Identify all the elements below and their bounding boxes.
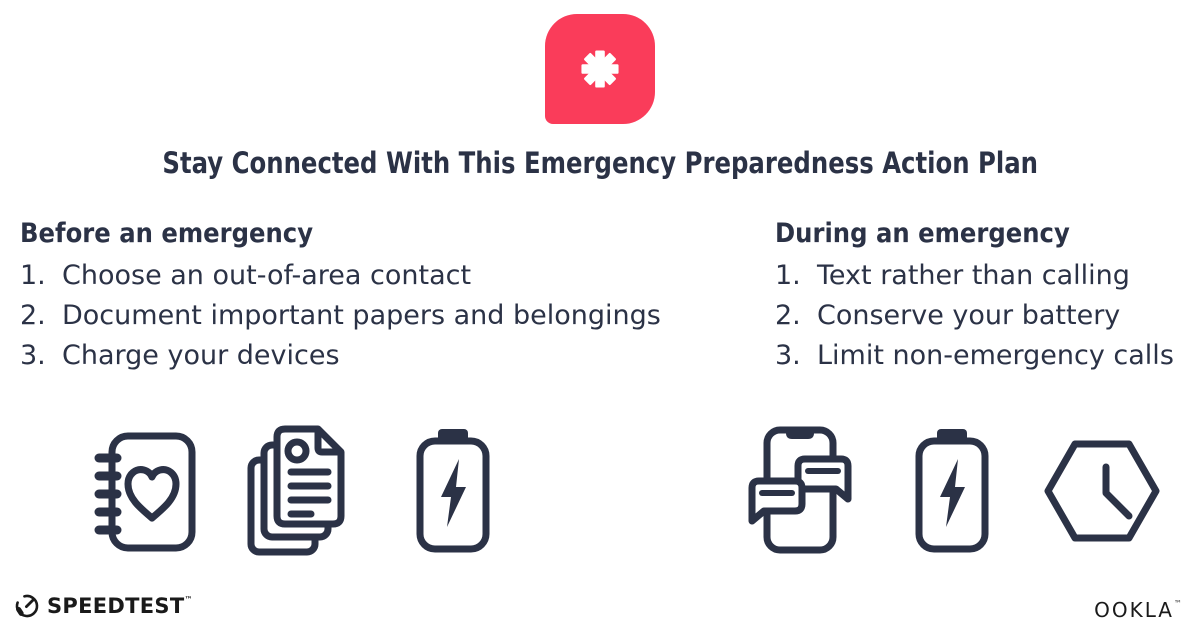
speedtest-gauge-icon: [14, 593, 40, 619]
trademark-symbol: ™: [1174, 599, 1184, 608]
item-number: 3.: [775, 340, 801, 371]
item-number: 1.: [775, 260, 801, 291]
before-heading: Before an emergency: [20, 218, 314, 249]
list-item: [775, 336, 1195, 376]
contact-notebook-heart-icon: [90, 430, 198, 554]
item-text: Limit non-emergency calls: [817, 340, 1174, 371]
item-text: Conserve your battery: [817, 300, 1121, 331]
medical-asterisk-icon: [568, 37, 632, 101]
item-text: Choose an out-of-area contact: [62, 260, 472, 291]
item-number: 1.: [20, 260, 46, 291]
speedtest-wordmark: SPEEDTEST™: [47, 594, 193, 618]
list-item: [775, 256, 1195, 296]
ookla-wordmark: OOKLA: [1094, 598, 1174, 622]
list-item: [20, 336, 720, 376]
trademark-symbol: ™: [184, 595, 193, 604]
speedtest-logo: [14, 593, 193, 619]
item-text: Charge your devices: [62, 340, 340, 371]
during-heading: During an emergency: [775, 218, 1070, 249]
documents-stack-icon: [244, 422, 354, 558]
list-item: [20, 296, 720, 336]
list-item: [20, 256, 720, 296]
phone-messages-icon: [748, 425, 852, 555]
during-list: [775, 256, 1195, 376]
title-row: [0, 143, 1200, 181]
before-emergency-section: [20, 218, 720, 376]
before-list: [20, 256, 720, 376]
item-number: 2.: [775, 300, 801, 331]
battery-charge-icon: [413, 427, 493, 555]
item-text: Text rather than calling: [817, 260, 1130, 291]
item-text: Document important papers and belongings: [62, 300, 661, 331]
battery-charge-icon: [912, 427, 992, 555]
during-emergency-section: [775, 218, 1195, 376]
item-number: 3.: [20, 340, 46, 371]
list-item: [775, 296, 1195, 336]
ookla-logo: [1094, 598, 1184, 622]
item-number: 2.: [20, 300, 46, 331]
page-title: Stay Connected With This Emergency Preparedness Action Plan: [162, 146, 1038, 180]
emergency-asterisk-badge: [545, 14, 655, 124]
clock-hexagon-icon: [1040, 431, 1164, 551]
